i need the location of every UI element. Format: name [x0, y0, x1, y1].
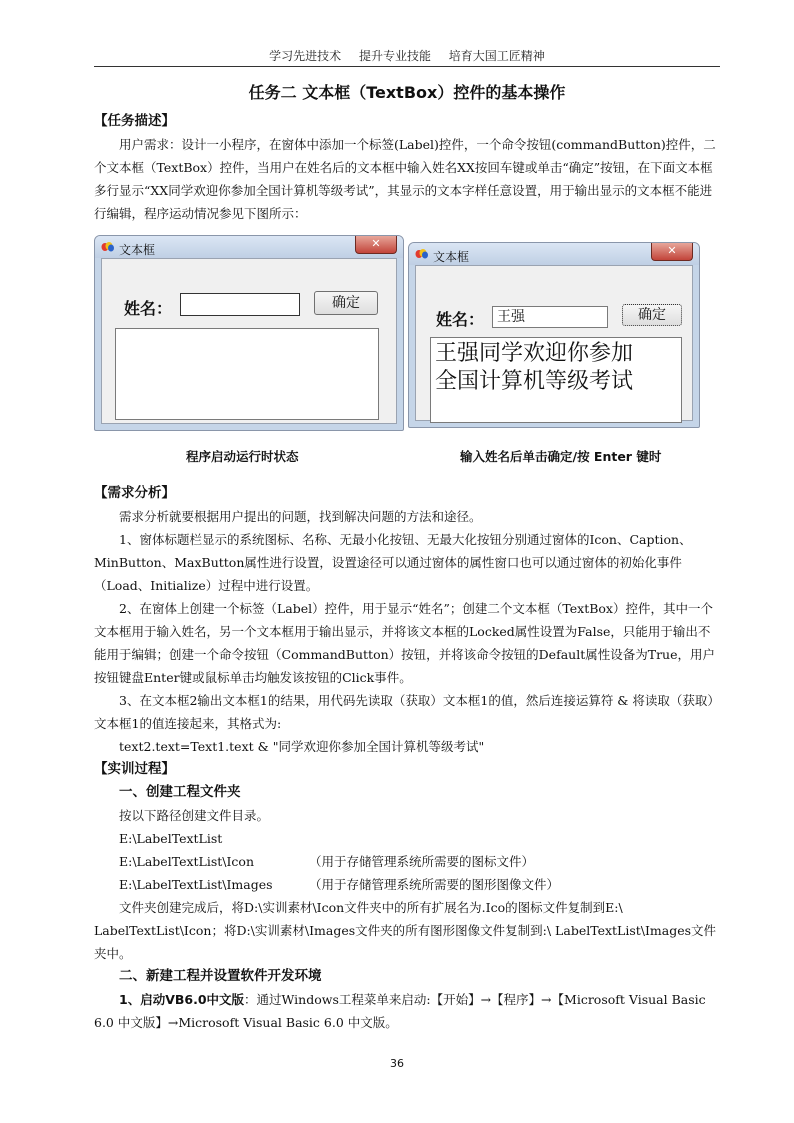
name-label: 姓名： — [124, 299, 173, 318]
step-2-instruction — [94, 988, 720, 1034]
output-line-1: 王强同学欢迎你参加 — [435, 341, 634, 366]
task-desc-heading: 【任务描述】 — [94, 113, 175, 129]
name-input[interactable] — [180, 293, 300, 316]
step-2-text: ：通过Windows工程菜单来启动:【开始】→【程序】→【Microsoft Visual Basic 6.0 中文版】→Microsoft Visual Basic 6.0 中文版。 — [94, 992, 706, 1030]
analysis-point-1: 1、窗体标题栏显示的系统图标、名称、无最小化按钮、无最大化按钮分别通过窗体的Icon、Caption、MinButton、MaxButton属性进行设置，设置途径可以通过窗体的属性窗口也可以通过窗体的初始化事件（Load、Initialize）过程中进行设置。 — [94, 532, 692, 593]
body-content — [94, 110, 720, 1034]
path-images: E:\LabelTextList\Images — [119, 877, 273, 892]
close-icon[interactable]: ✕ — [355, 236, 397, 254]
window-title: 文本框 — [433, 250, 470, 264]
step-2-title: 二、新建工程并设置软件开发环境 — [119, 968, 322, 984]
analysis-point-3: 3、在文本框2输出文本框1的结果，用代码先读取（获取）文本框1的值，然后连接运算符 & 将读取（获取）文本框1的值连接起来，其格式为: — [94, 693, 720, 731]
task-desc-paragraph: 用户需求：设计一小程序，在窗体中添加一个标签(Label)控件，一个命令按钮(commandButton)控件，二个文本框（TextBox）控件，当用户在姓名后的文本框中输入姓名XX按回车键或单击“确定”按钮，在下面文本框多行显示“XX同学欢迎你参加全国计算机等级考试”，其显示的文本字样任意设置，用于输出显示的文本框不能进行编辑，程序运动情况参见下图所示： — [94, 137, 716, 221]
analysis-point-2: 2、在窗体上创建一个标签（Label）控件，用于显示“姓名”；创建二个文本框（TextBox）控件，其中一个文本框用于输入姓名，另一个文本框用于输出显示，并将该文本框的Locked属性设置为False，只能用于输出不能用于编辑；创建一个命令按钮（CommandButton）按钮，并将该命令按钮的Default属性设备为True，用户按钮键盘Enter键或鼠标单击均触发该按钮的Click事件。 — [94, 601, 715, 685]
path-icon-row — [94, 850, 720, 873]
step-1-title: 一、创建工程文件夹 — [119, 784, 241, 800]
practice-heading: 【实训过程】 — [94, 761, 175, 777]
path-icon: E:\LabelTextList\Icon — [119, 854, 254, 869]
path-images-row — [94, 873, 720, 896]
path-images-note: （用于存储管理系统所需要的图形图像文件） — [309, 877, 560, 892]
title-bar — [409, 243, 699, 265]
form-client-area — [101, 258, 397, 424]
step-1-intro: 按以下路径创建文件目录。 — [119, 808, 270, 823]
vb-form-icon — [415, 248, 429, 259]
ok-button[interactable]: 确定 — [314, 291, 378, 315]
analysis-heading: 【需求分析】 — [94, 485, 175, 501]
window-title: 文本框 — [119, 243, 156, 257]
figures — [84, 233, 724, 478]
figure-caption-right: 输入姓名后单击确定/按 Enter 键时 — [460, 449, 662, 464]
page-header: 学习先进技术 提升专业技能 培育大国工匠精神 — [269, 49, 545, 63]
name-label: 姓名： — [436, 310, 485, 329]
page-number: 36 — [390, 1057, 404, 1070]
page-title: 任务二 文本框（TextBox）控件的基本操作 — [248, 83, 566, 102]
output-textbox — [430, 337, 682, 423]
path-icon-note: （用于存储管理系统所需要的图标文件） — [309, 854, 535, 869]
output-line-2: 全国计算机等级考试 — [435, 369, 634, 394]
output-textbox — [115, 328, 379, 420]
name-input[interactable]: 王强 — [492, 306, 608, 328]
form-window-initial — [94, 235, 404, 431]
header-rule — [94, 66, 720, 67]
analysis-intro: 需求分析就要根据用户提出的问题，找到解决问题的方法和途径。 — [119, 509, 482, 524]
step-2-label: 1、启动VB6.0中文版 — [119, 992, 245, 1007]
title-bar — [95, 236, 403, 258]
form-window-result — [408, 242, 700, 428]
figure-caption-left: 程序启动运行时状态 — [186, 449, 299, 464]
copy-instructions: 文件夹创建完成后，将D:\实训素材\Icon文件夹中的所有扩展名为.Ico的图标文件复制到E:\ LabelTextList\Icon；将D:\实训素材\Images文件夹的所有图形图像文件复制到:\ LabelTextList\Images文件夹中。 — [94, 900, 717, 961]
vb-form-icon — [101, 241, 115, 252]
ok-button[interactable]: 确定 — [622, 304, 682, 326]
path-root: E:\LabelTextList — [119, 831, 223, 846]
close-icon[interactable]: ✕ — [651, 243, 693, 261]
analysis-code: text2.text=Text1.text & "同学欢迎你参加全国计算机等级考试" — [119, 739, 485, 754]
form-client-area — [415, 265, 693, 421]
